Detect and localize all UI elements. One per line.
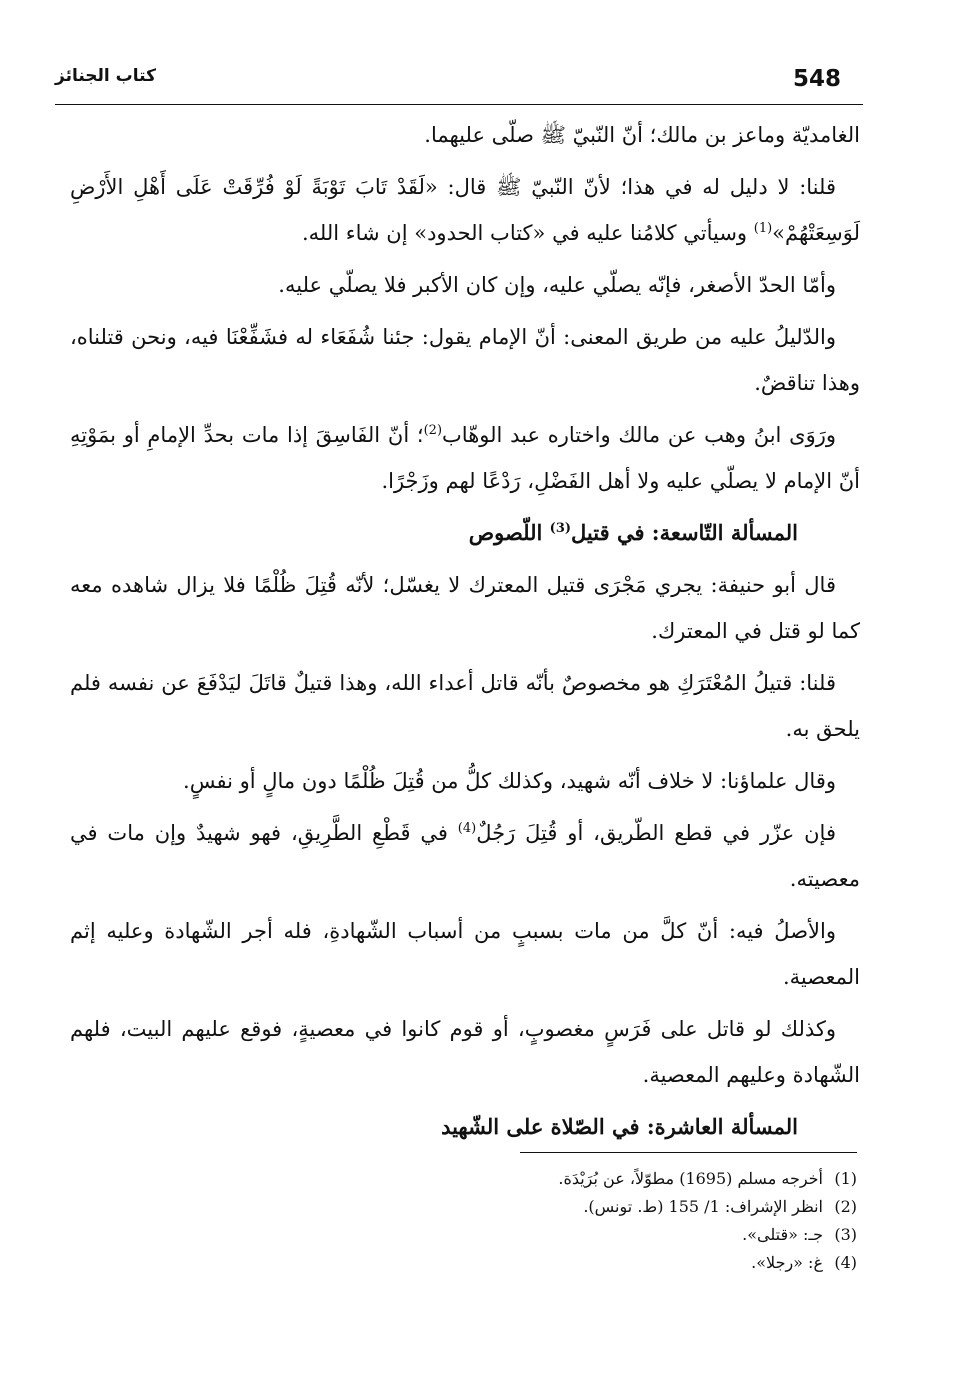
footnote-ref-1: (1)	[753, 221, 773, 236]
paragraph-1: الغامديّة وماعز بن مالك؛ أنّ النّبيّ ﷺ صلّى عليهما.	[424, 123, 860, 147]
footnote-text: غ: «رجلا».	[751, 1253, 823, 1272]
paragraph-2-text-b: وسيأتي كلامُنا عليه في «كتاب الحدود» إن شاء الله.	[301, 221, 754, 245]
footnote-number: (1)	[834, 1169, 857, 1188]
paragraph-9	[70, 810, 860, 902]
paragraph-10: والأصلُ فيه: أنّ كلَّ من مات بسببٍ من أسباب الشّهادةِ، فله أجر الشّهادة وعليه إثم المعصية.	[70, 919, 860, 989]
paragraph-4: والدّليلُ عليه من طريق المعنى: أنّ الإمام يقول: جئنا شُفَعَاء له فشَفِّعْنَا فيه، ونحن قتلناه، وهذا تناقضٌ.	[70, 325, 860, 395]
section-heading-9-text-a: المسألة التّاسعة: في قتيل	[571, 520, 798, 545]
footnote-ref-4: (4)	[457, 821, 477, 836]
page-number: 548	[793, 66, 842, 92]
paragraph-5-text-b: ؛ أنّ الفَاسِقَ إذا مات بحدِّ الإمامِ أو بمَوْتِهِ أنّ الإمام لا يصلّي عليه ولا أهل الفَضْلِ، رَدْعًا لهم وزَجْرًا.	[70, 423, 860, 493]
section-heading-9-text-b: اللّصوص	[468, 520, 550, 545]
footnote-ref-2: (2)	[423, 423, 443, 438]
section-heading-9	[70, 510, 860, 556]
footnote-3	[300, 1221, 857, 1249]
footnote-ref-3: (3)	[549, 521, 572, 536]
footnotes	[300, 1165, 857, 1277]
paragraph-2-text-a: قلنا: لا دليل له في هذا؛ لأنّ النّبيّ ﷺ قال: «لَقَدْ تَابَ تَوْبَةً لَوْ فُرِّقَتْ عَلَى أَهْلِ الأَرْضِ لَوَسِعَتْهُمْ»	[70, 175, 860, 245]
paragraph-6: قال أبو حنيفة: يجري مَجْرَى قتيل المعترك لا يغسّل؛ لأنّه قُتِلَ ظُلْمًا فلا يزال شاهده معه كما لو قتل في المعترك.	[70, 573, 860, 643]
paragraph-11: وكذلك لو قاتل على فَرَسٍ مغصوبٍ، أو قوم كانوا في معصيةٍ، فوقع عليهم البيت، فلهم الشّهادة وعليهم المعصية.	[70, 1017, 860, 1087]
running-title: كتاب الجنائز	[55, 66, 156, 86]
footnote-text: جـ: «قتلى».	[742, 1225, 823, 1244]
paragraph-5	[70, 412, 860, 504]
paragraph-2	[70, 164, 860, 256]
footnote-text: انظر الإشراف: 1/ 155 (ط. تونس).	[583, 1197, 823, 1216]
paragraph-9-text-a: فإن عزّر في قطع الطّريق، أو قُتِلَ رَجُلٌ	[476, 821, 836, 845]
footnote-4	[300, 1249, 857, 1277]
footnote-divider	[520, 1152, 857, 1153]
paragraph-3: وأمّا الحدّ الأصغر، فإنّه يصلّي عليه، وإن كان الأكبر فلا يصلّي عليه.	[278, 273, 836, 297]
footnote-number: (4)	[834, 1253, 857, 1272]
footnote-1	[300, 1165, 857, 1193]
footnote-2	[300, 1193, 857, 1221]
main-text	[70, 112, 860, 1156]
paragraph-8: وقال علماؤنا: لا خلاف أنّه شهيد، وكذلك كلُّ من قُتِلَ ظُلْمًا دون مالٍ أو نفسٍ.	[183, 769, 836, 793]
footnote-text: أخرجه مسلم (1695) مطوّلاً، عن بُرَيْدَة.	[558, 1169, 823, 1188]
section-heading-10: المسألة العاشرة: في الصّلاة على الشّهيد	[441, 1114, 798, 1139]
paragraph-7: قلنا: قتيلُ المُعْتَرَكِ هو مخصوصٌ بأنّه قاتل أعداء الله، وهذا قتيلٌ قاتَلَ ليَدْفَعَ عن نفسه فلم يلحق به.	[70, 671, 860, 741]
footnote-number: (2)	[834, 1197, 857, 1216]
header-divider	[55, 104, 863, 105]
paragraph-9-text-b: في قَطْعِ الطَّرِيقِ، فهو شهيدٌ وإن مات في معصيته.	[70, 821, 860, 891]
paragraph-5-text-a: ورَوَى ابنُ وهب عن مالك واختاره عبد الوهّاب	[442, 423, 836, 447]
footnote-number: (3)	[834, 1225, 857, 1244]
